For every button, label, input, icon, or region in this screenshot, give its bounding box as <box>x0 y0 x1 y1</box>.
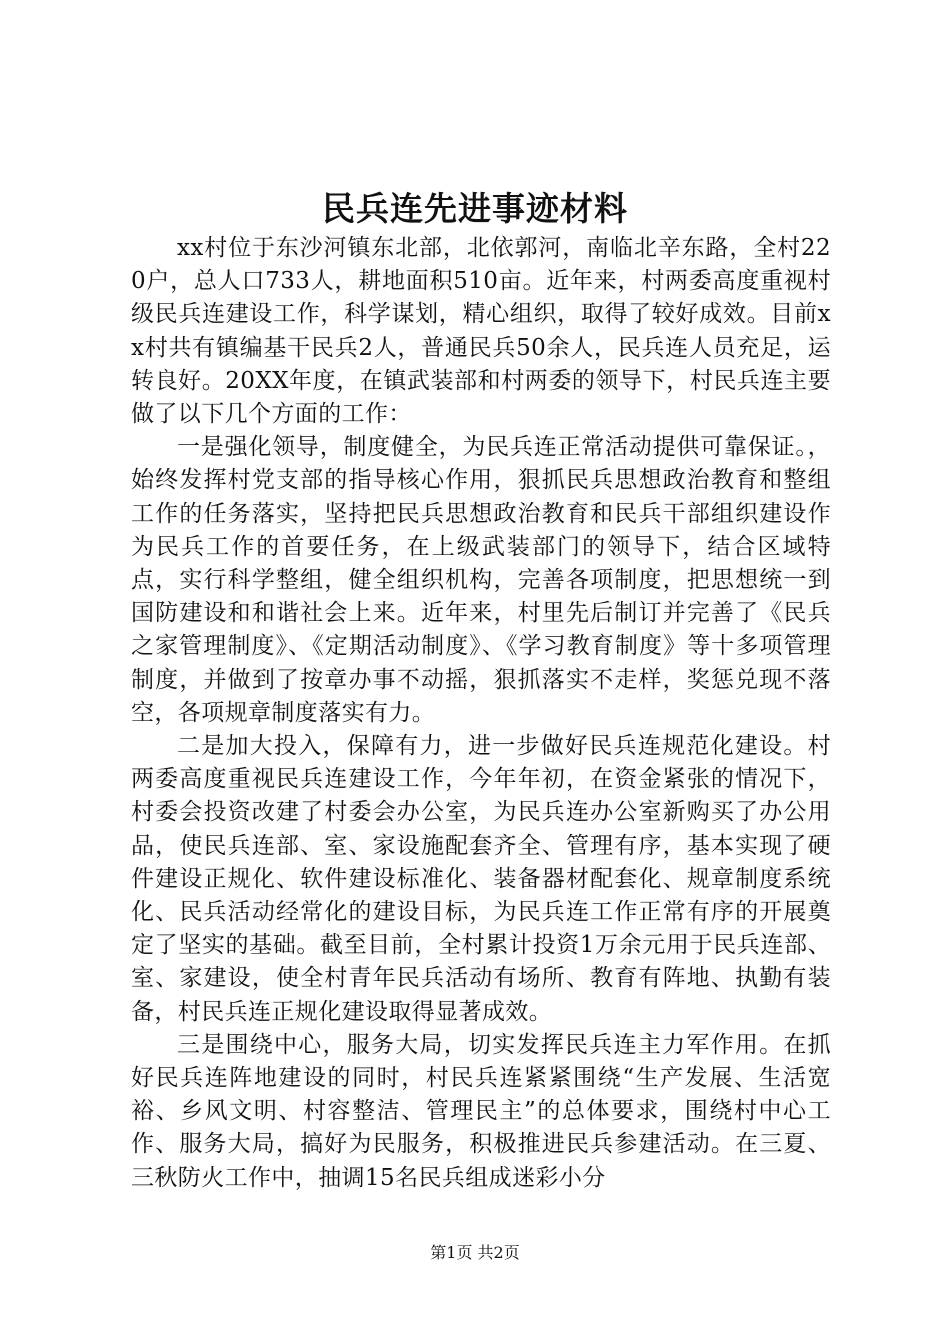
page-number-footer: 第1页 共2页 <box>430 1243 520 1262</box>
document-title: 民兵连先进事迹材料 <box>322 189 628 228</box>
paragraph-point-three: 三是围绕中心，服务大局，切实发挥民兵连主力军作用。在抓好民兵连阵地建设的同时，村民兵连紧紧围绕“生产发展、生活宽裕、乡风文明、村容整洁、管理民主”的总体要求，围绕村中心工作、服务大局，搞好为民服务，积极推进民兵参建活动。在三夏、三秋防火工作中，抽调15名民兵组成迷彩小分 <box>131 1031 831 1191</box>
document-body <box>131 232 831 1195</box>
paragraph-point-one: 一是强化领导，制度健全，为民兵连正常活动提供可靠保证。，始终发挥村党支部的指导核心作用，狠抓民兵思想政治教育和整组工作的任务落实，坚持把民兵思想政治教育和民兵干部组织建设作为民兵工作的首要任务，在上级武装部门的领导下，结合区域特点，实行科学整组，健全组织机构，完善各项制度，把思想统一到国防建设和和谐社会上来。近年来，村里先后制订并完善了《民兵之家管理制度》、《定期活动制度》、《学习教育制度》等十多项管理制度，并做到了按章办事不动摇，狠抓落实不走样，奖惩兑现不落空，各项规章制度落实有力。 <box>131 434 831 726</box>
paragraph-intro: xx村位于东沙河镇东北部，北依郭河，南临北辛东路，全村220户，总人口733人，耕地面积510亩。近年来，村两委高度重视村级民兵连建设工作，科学谋划，精心组织，取得了较好成效。目前xx村共有镇编基干民兵2人，普通民兵50余人，民兵连人员充足，运转良好。20XX年度，在镇武装部和村两委的领导下，村民兵连主要做了以下几个方面的工作： <box>131 235 831 428</box>
paragraph-point-two: 二是加大投入，保障有力，进一步做好民兵连规范化建设。村两委高度重视民兵连建设工作，今年年初，在资金紧张的情况下，村委会投资改建了村委会办公室，为民兵连办公室新购买了办公用品，使民兵连部、室、家设施配套齐全、管理有序，基本实现了硬件建设正规化、软件建设标准化、装备器材配套化、规章制度系统化、民兵活动经常化的建设目标，为民兵连工作正常有序的开展奠定了坚实的基础。截至目前，全村累计投资1万余元用于民兵连部、室、家建设，使全村青年民兵活动有场所、教育有阵地、执勤有装备，村民兵连正规化建设取得显著成效。 <box>131 733 831 1025</box>
